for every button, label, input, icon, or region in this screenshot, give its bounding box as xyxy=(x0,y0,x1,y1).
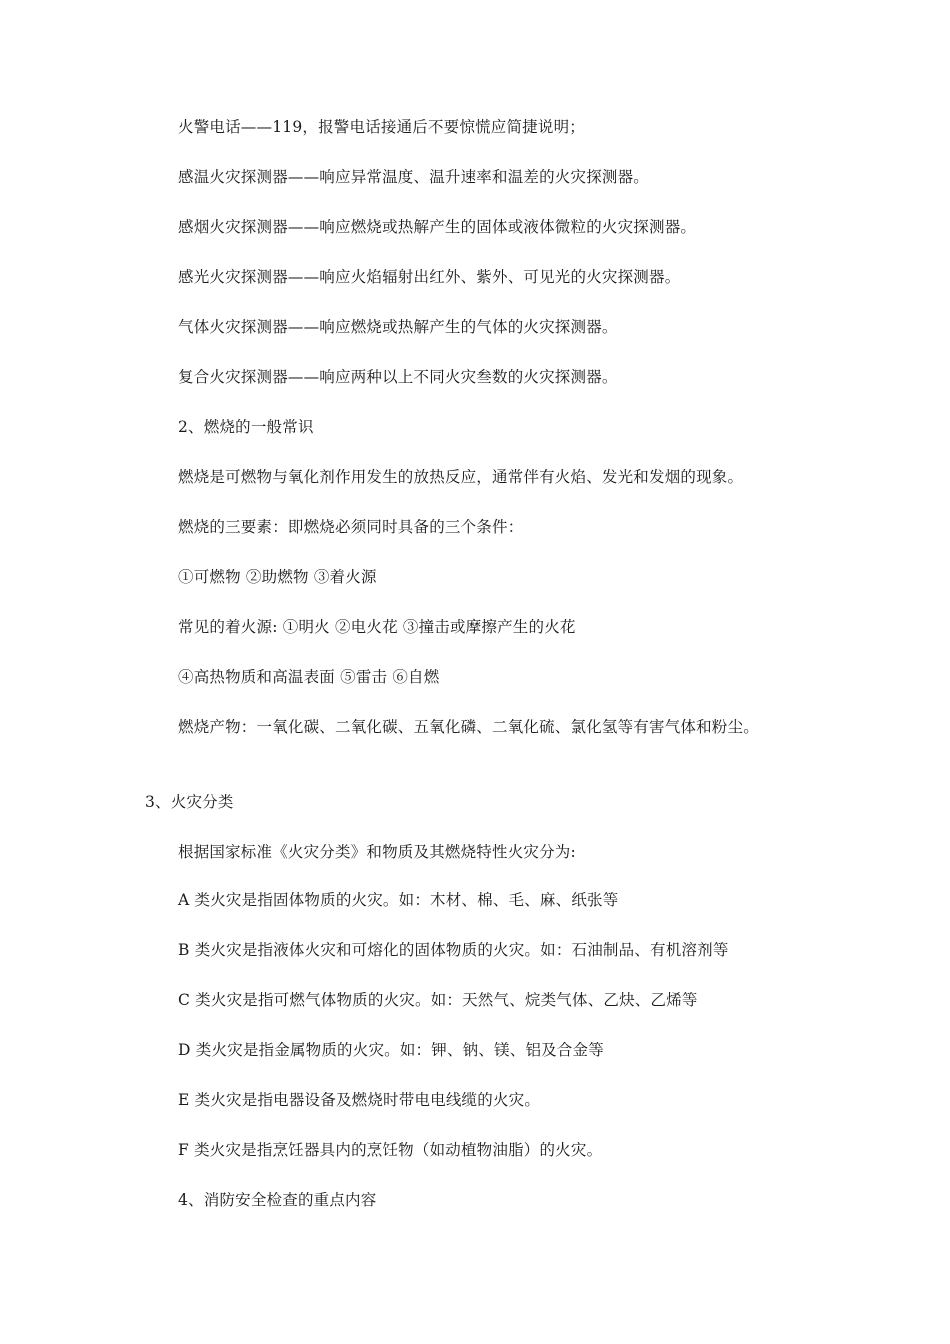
paragraph-combined-detector: 复合火灾探测器——响应两种以上不同火灾叁数的火灾探测器。 xyxy=(178,368,618,386)
section-heading-safety-inspection: 4、消防安全检查的重点内容 xyxy=(178,1191,377,1209)
fire-class-c: C 类火灾是指可燃气体物质的火灾。如：天然气、烷类气体、乙炔、乙烯等 xyxy=(178,991,698,1009)
fire-class-a: A 类火灾是指固体物质的火灾。如：木材、棉、毛、麻、纸张等 xyxy=(178,891,619,909)
paragraph-combustion-products: 燃烧产物：一氧化碳、二氧化碳、五氧化磷、二氧化硫、氯化氢等有害气体和粉尘。 xyxy=(178,718,759,736)
fire-class-e: E 类火灾是指电器设备及燃烧时带电电线缆的火灾。 xyxy=(178,1091,541,1109)
fire-class-f: F 类火灾是指烹饪器具内的烹饪物（如动植物油脂）的火灾。 xyxy=(178,1141,603,1159)
list-three-elements: ①可燃物 ②助燃物 ③着火源 xyxy=(178,568,377,586)
paragraph-flame-detector: 感光火灾探测器——响应火焰辐射出红外、紫外、可见光的火灾探测器。 xyxy=(178,268,681,286)
paragraph-smoke-detector: 感烟火灾探测器——响应燃烧或热解产生的固体或液体微粒的火灾探测器。 xyxy=(178,218,697,236)
fire-class-d: D 类火灾是指金属物质的火灾。如：钾、钠、镁、铝及合金等 xyxy=(178,1041,604,1059)
section-heading-fire-classification: 3、火灾分类 xyxy=(145,793,234,811)
paragraph-gas-detector: 气体火灾探测器——响应燃烧或热解产生的气体的火灾探测器。 xyxy=(178,318,618,336)
section-heading-combustion: 2、燃烧的一般常识 xyxy=(178,418,314,436)
list-ignition-sources-2: ④高热物质和高温表面 ⑤雷击 ⑥自燃 xyxy=(178,668,440,686)
paragraph-heat-detector: 感温火灾探测器——响应异常温度、温升速率和温差的火灾探测器。 xyxy=(178,168,650,186)
paragraph-combustion-definition: 燃烧是可燃物与氧化剂作用发生的放热反应，通常伴有火焰、发光和发烟的现象。 xyxy=(178,468,744,486)
paragraph-three-elements: 燃烧的三要素：即燃烧必须同时具备的三个条件： xyxy=(178,518,524,536)
fire-class-b: B 类火灾是指液体火灾和可熔化的固体物质的火灾。如：石油制品、有机溶剂等 xyxy=(178,941,729,959)
paragraph-fire-alarm-phone: 火警电话——119，报警电话接通后不要惊慌应简捷说明； xyxy=(178,118,585,136)
list-ignition-sources-1: 常见的着火源: ①明火 ②电火花 ③撞击或摩擦产生的火花 xyxy=(178,618,576,636)
paragraph-national-standard: 根据国家标准《火灾分类》和物质及其燃烧特性火灾分为: xyxy=(178,843,576,861)
